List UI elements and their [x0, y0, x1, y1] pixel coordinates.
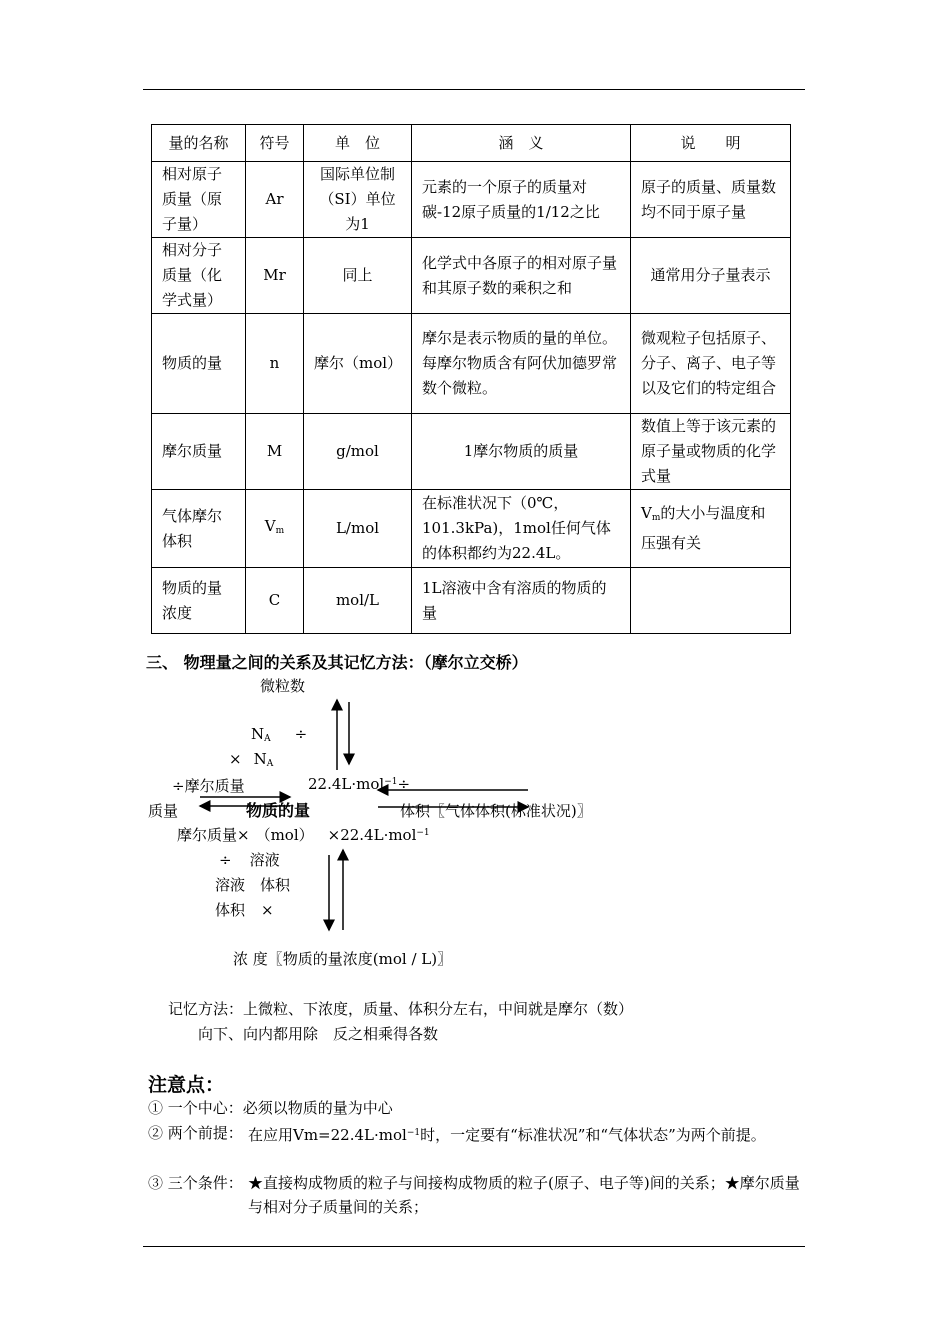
vol-times-sup: −1 — [416, 828, 430, 838]
table-cell: L/mol — [304, 490, 412, 568]
note-item-2-b: 时，一定要有“标准状况”和“气体状态”为两个前提。 — [420, 1126, 766, 1144]
table-cell: 在标准状况下（0℃，101.3kPa)，1mol任何气体的体积都约为22.4L。 — [412, 490, 631, 568]
footer-rule — [143, 1246, 805, 1247]
table-cell: 元素的一个原子的质量对碳-12原子质量的1/12之比 — [412, 162, 631, 238]
table-cell: 同上 — [304, 238, 412, 314]
table-cell: 原子的质量、质量数均不同于原子量 — [631, 162, 791, 238]
label-solution-volume — [215, 874, 290, 895]
notes-title: 注意点： — [148, 1074, 225, 1096]
label-volume: 体积〖气体体积(标准状况)〗 — [400, 802, 592, 820]
label-concentration: 浓 度〖物质的量浓度(mol / L)〗 — [233, 950, 453, 968]
symbol-vm: V — [264, 516, 276, 535]
label-times-na — [229, 750, 273, 769]
table-header: 量的名称 — [152, 125, 246, 162]
vol-div-sup: −1 — [384, 777, 398, 787]
table-cell: 摩尔（mol） — [304, 314, 412, 414]
times-sign-2: × — [261, 901, 274, 919]
table-cell: 数值上等于该元素的原子量或物质的化学式量 — [631, 414, 791, 490]
label-mass: 质量 — [148, 802, 179, 820]
memory-method-line-2: 向下、向内都用除 反之相乘得各数 — [198, 1025, 439, 1043]
solution-text-2: 溶液 — [215, 876, 246, 894]
label-div-solution — [219, 849, 280, 870]
table-header: 说 明 — [631, 125, 791, 162]
table-cell: M — [246, 414, 304, 490]
label-amount-of-substance: 物质的量 — [246, 801, 311, 820]
note-vm: V — [641, 504, 652, 522]
table-cell: 1摩尔物质的质量 — [412, 414, 631, 490]
volume-word-2: 体积 — [215, 901, 246, 919]
div-sign-2: ÷ — [219, 851, 232, 869]
note-item-3-label: ③ 三个条件： — [148, 1174, 243, 1192]
vol-div-text: 22.4L·mol — [308, 775, 385, 793]
note-item-2-sup: −1 — [406, 1128, 421, 1138]
solution-text: 溶液 — [249, 851, 280, 869]
table-cell: 相对原子质量（原子量） — [152, 162, 246, 238]
mol-unit: （mol） — [255, 826, 314, 844]
na-sub: A — [264, 734, 271, 744]
table-cell: 物质的量浓度 — [152, 568, 246, 634]
table-cell: n — [246, 314, 304, 414]
table-cell: g/mol — [304, 414, 412, 490]
note-item-2-label: ② 两个前提： — [148, 1124, 243, 1142]
note-item-2-a: 在应用Vm=22.4L·mol — [248, 1126, 407, 1144]
note-vm-sub: m — [651, 513, 661, 523]
table-cell: 摩尔是表示物质的量的单位。每摩尔物质含有阿伏加德罗常数个微粒。 — [412, 314, 631, 414]
table-cell: 微观粒子包括原子、分子、离子、电子等以及它们的特定组合 — [631, 314, 791, 414]
table-cell: 国际单位制（SI）单位为1 — [304, 162, 412, 238]
label-div-molar-mass: ÷摩尔质量 — [172, 777, 245, 795]
table-cell: C — [246, 568, 304, 634]
volume-word: 体积 — [260, 876, 291, 894]
div-sign: ÷ — [294, 725, 308, 743]
table-cell: 相对分子质量（化学式量） — [152, 238, 246, 314]
table-header: 单 位 — [304, 125, 412, 162]
molar-mass-times: 摩尔质量× — [177, 826, 250, 844]
memory-method-line-1: 记忆方法：上微粒、下浓度，质量、体积分左右，中间就是摩尔（数） — [168, 1000, 634, 1018]
note-item-1: ① 一个中心：必须以物质的量为中心 — [148, 1099, 393, 1117]
table-cell: 摩尔质量 — [152, 414, 246, 490]
table-cell: 物质的量 — [152, 314, 246, 414]
label-na-div — [251, 725, 307, 744]
label-molar-mass-times — [177, 824, 430, 845]
table-cell: Mr — [246, 238, 304, 314]
table-cell: 化学式中各原子的相对原子量和其原子数的乘积之和 — [412, 238, 631, 314]
note-item-2-text — [248, 1121, 808, 1147]
table-cell: 气体摩尔体积 — [152, 490, 246, 568]
na-sub-2: A — [266, 759, 274, 769]
note-item-3-text: ★直接构成物质的粒子与间接构成物质的粒子(原子、电子等)间的关系；★摩尔质量与相对分子质量间的关系； — [248, 1174, 800, 1216]
table-header: 符号 — [246, 125, 304, 162]
na-text-2: N — [253, 750, 267, 768]
symbol-vm-sub: m — [275, 525, 285, 536]
label-particles: 微粒数 — [260, 677, 306, 695]
label-vol-div — [308, 775, 410, 793]
section-heading: 三、 物理量之间的关系及其记忆方法：（摩尔立交桥） — [146, 653, 528, 672]
vol-div-op: ÷ — [397, 775, 411, 793]
label-volume-times — [215, 899, 274, 920]
times-sign: × — [229, 750, 242, 768]
vol-times-text: ×22.4L·mol — [327, 826, 417, 844]
table-cell: 1L溶液中含有溶质的物质的量 — [412, 568, 631, 634]
table-cell: mol/L — [304, 568, 412, 634]
table-header: 涵 义 — [412, 125, 631, 162]
na-text: N — [251, 725, 265, 743]
table-cell: Ar — [246, 162, 304, 238]
table-cell: 通常用分子量表示 — [631, 238, 791, 314]
note-vm-rest: 的大小与温度和压强有关 — [641, 504, 766, 552]
